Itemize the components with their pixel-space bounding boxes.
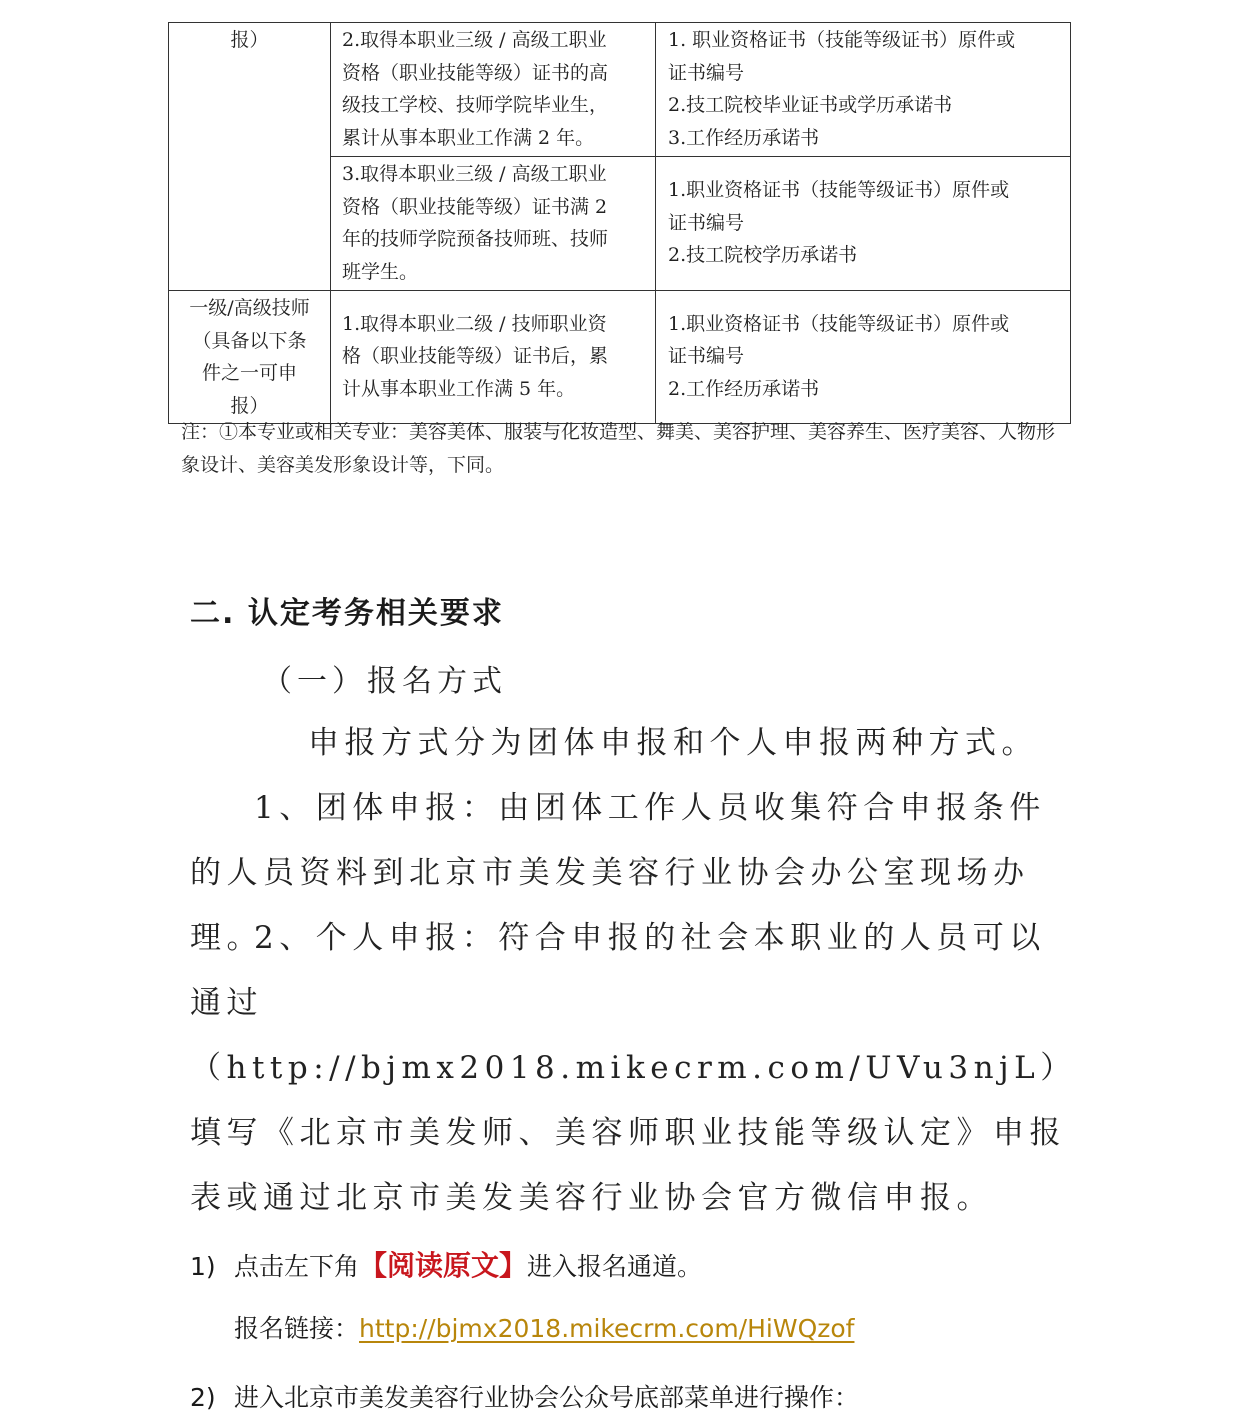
materials-line: 2.工作经历承诺书	[668, 377, 820, 400]
condition-line: 3.取得本职业三级 / 高级工职业	[342, 163, 607, 185]
table-row	[169, 291, 1071, 424]
level-cell	[169, 291, 331, 424]
condition-line: 1.取得本职业二级 / 技师职业资	[342, 312, 607, 335]
level-line: 一级/高级技师	[189, 297, 310, 319]
condition-line: 班学生。	[342, 260, 419, 283]
condition-line: 累计从事本职业工作满 2 年。	[342, 126, 595, 149]
registration-link-row	[234, 1309, 854, 1345]
section-title: 二. 认定考务相关要求	[190, 596, 504, 631]
step-number: 1)	[190, 1252, 216, 1281]
level-cell	[169, 23, 331, 291]
condition-line: 资格（职业技能等级）证书的高	[342, 61, 609, 84]
condition-line: 级技工学校、技师学院毕业生，	[342, 94, 609, 116]
materials-line: 证书编号	[668, 345, 745, 368]
level-line: 件之一可申	[201, 362, 297, 384]
registration-link[interactable]: http://bjmx2018.mikecrm.com/HiWQzof	[359, 1314, 855, 1343]
step-text: 进入报名通道。	[527, 1252, 703, 1281]
condition-line: 年的技师学院预备技师班、技师	[342, 228, 609, 250]
link-label: 报名链接：	[234, 1314, 360, 1343]
level-line: 报）	[230, 394, 269, 417]
step-item	[190, 1378, 859, 1414]
materials-line: 1. 职业资格证书（技能等级证书）原件或	[668, 29, 1016, 51]
condition-line: 资格（职业技能等级）证书满 2	[342, 195, 608, 218]
condition-line: 格（职业技能等级）证书后，累	[342, 345, 609, 368]
table-note: 注：①本专业或相关专业：美容美体、服装与化妆造型、舞美、美容护理、美容养生、医疗美容、人物形象设计、美容美发形象设计等，下同。	[181, 421, 1056, 476]
condition-cell	[331, 291, 656, 424]
step-text: 点击左下角	[234, 1252, 360, 1281]
materials-line: 2.技工院校学历承诺书	[668, 244, 858, 267]
materials-cell	[656, 157, 1071, 291]
materials-cell	[656, 291, 1071, 424]
materials-line: 证书编号	[668, 61, 745, 84]
step-item	[190, 1244, 702, 1284]
section-subtitle: （一）报名方式	[262, 664, 507, 699]
condition-cell	[331, 23, 656, 157]
paragraph: 2、个人申报：符合申报的社会本职业的人员可以通过（http://bjmx2018.mikecrm.com/UVu3njL）填写《北京市美发师、美容师职业技能等级认定》申报表或通过北京市美发美容行业协会官方微信申报。	[190, 920, 1066, 1216]
materials-line: 2.技工院校毕业证书或学历承诺书	[668, 94, 953, 116]
step-text: 进入北京市美发美容行业协会公众号底部菜单进行操作：	[234, 1383, 860, 1412]
step-number: 2)	[190, 1383, 216, 1412]
paragraph: 1、团体申报：由团体工作人员收集符合申报条件的人员资料到北京市美发美容行业协会办公室现场办理。	[190, 790, 1046, 956]
materials-line: 1.职业资格证书（技能等级证书）原件或	[668, 179, 1010, 202]
condition-line: 2.取得本职业三级 / 高级工职业	[342, 29, 607, 51]
materials-line: 3.工作经历承诺书	[668, 126, 820, 149]
materials-cell	[656, 23, 1071, 157]
level-text: 报）	[230, 29, 269, 51]
requirements-table	[168, 22, 1071, 424]
materials-line: 证书编号	[668, 211, 745, 234]
materials-line: 1.职业资格证书（技能等级证书）原件或	[668, 312, 1010, 335]
condition-line: 计从事本职业工作满 5 年。	[342, 377, 576, 400]
table-row	[169, 23, 1071, 157]
level-line: （具备以下条	[192, 329, 307, 352]
paragraph: 申报方式分为团体申报和个人申报两种方式。	[308, 725, 1038, 761]
condition-cell	[331, 157, 656, 291]
read-original-link[interactable]: 【阅读原文】	[359, 1249, 528, 1282]
